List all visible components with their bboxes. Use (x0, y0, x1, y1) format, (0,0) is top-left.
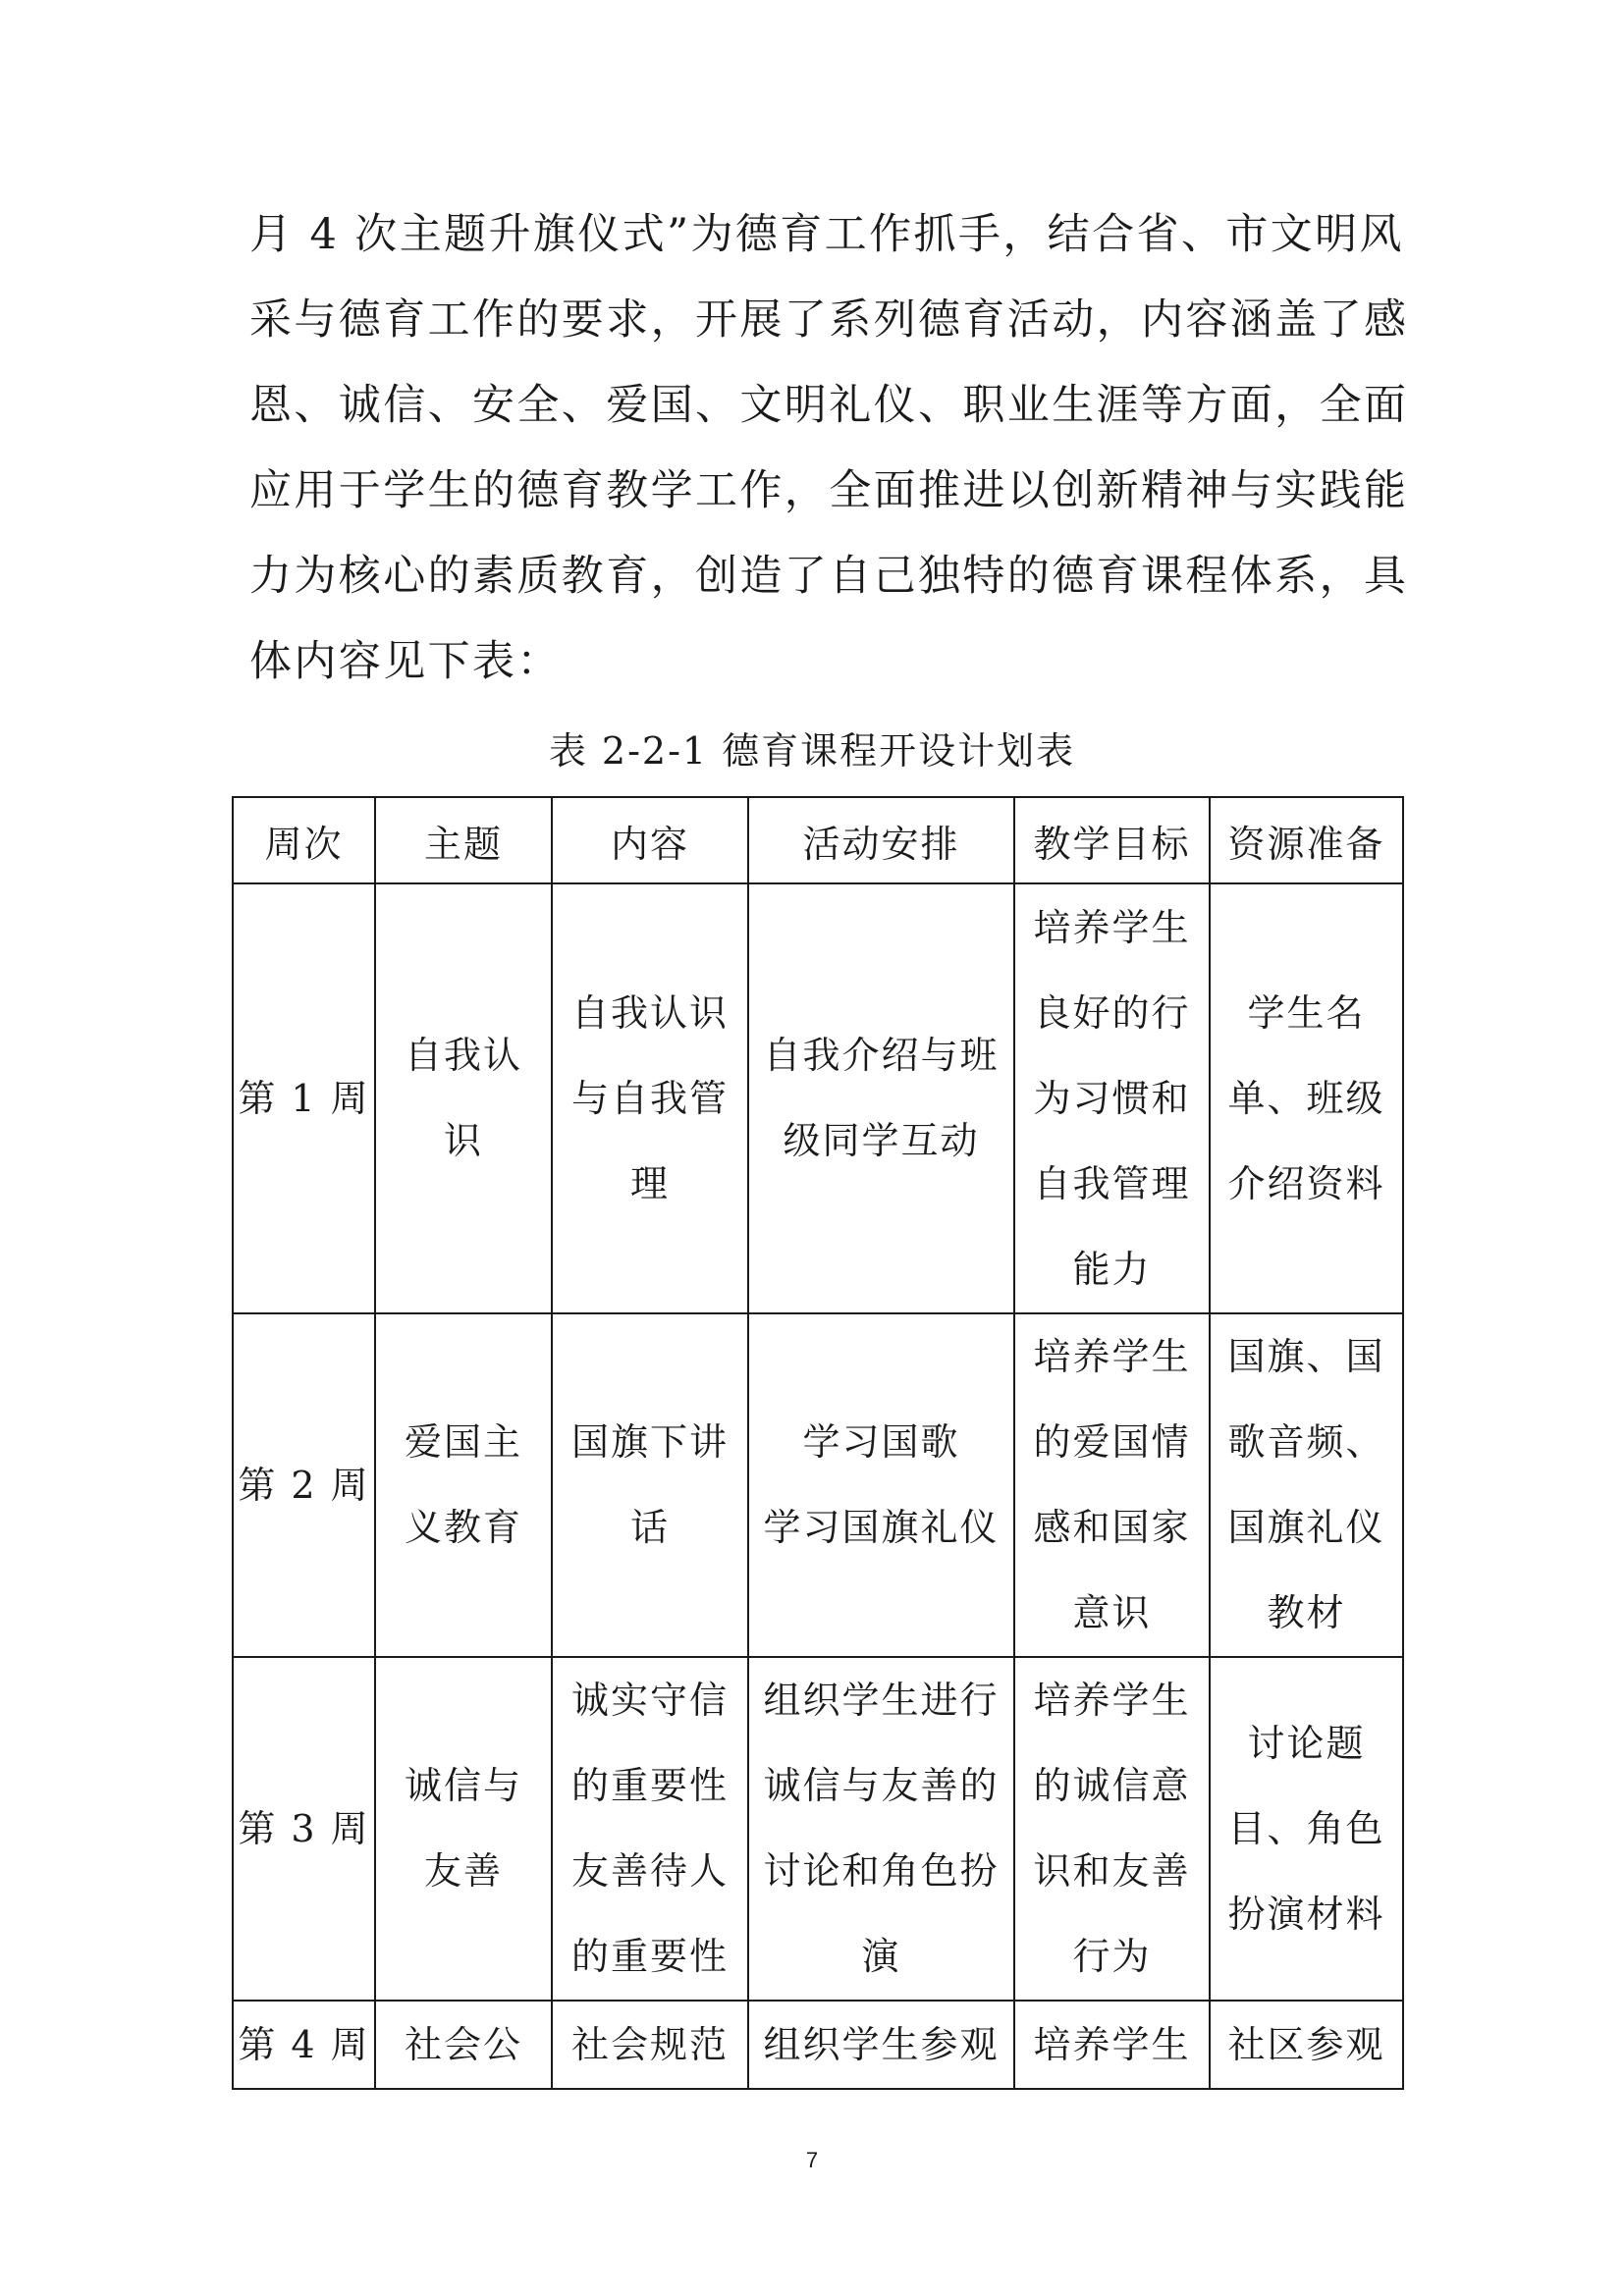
course-plan-table (232, 796, 1404, 2090)
cell-text-line: 爱国主 (404, 1420, 522, 1464)
content-cell (552, 1313, 748, 1657)
cell-text-line: 义教育 (404, 1506, 522, 1549)
activity-cell (748, 1657, 1014, 2001)
theme-cell (375, 1657, 552, 2001)
cell-text-line: 讨论题 (1247, 1721, 1366, 1765)
cell-text-line: 友善待人 (570, 1849, 729, 1893)
cell-text-line: 诚信与友善的 (763, 1764, 1000, 1807)
cell-text-line: 培养学生 (1033, 1679, 1191, 1722)
theme-cell (375, 883, 552, 1313)
table-header-row (233, 797, 1403, 883)
cell-text-line: 目、角色 (1227, 1806, 1385, 1850)
cell-text-line: 与自我管 (570, 1076, 729, 1120)
cell-text-line: 组织学生参观 (763, 2022, 1000, 2066)
goal-cell (1014, 883, 1210, 1313)
cell-text-line: 良好的行 (1033, 990, 1191, 1035)
cell-text-line: 友善 (423, 1849, 503, 1893)
cell-text-line: 学生名 (1247, 990, 1366, 1035)
cell-text-line: 扮演材料 (1227, 1892, 1385, 1936)
content-cell (552, 883, 748, 1313)
theme-cell (375, 2001, 552, 2089)
page-number: 7 (805, 2148, 819, 2172)
cell-text-line: 组织学生进行 (763, 1679, 1000, 1722)
paragraph-line: 力为核心的素质教育，创造了自己独特的德育课程体系，具 (249, 552, 1409, 601)
cell-text-line: 的诚信意 (1033, 1764, 1191, 1807)
table-row (233, 1657, 1403, 2001)
column-header: 活动安排 (748, 797, 1014, 883)
paragraph-line: 月 4 次主题升旗仪式”为德育工作抓手，结合省、市文明风 (249, 210, 1404, 259)
table-row (233, 2001, 1403, 2089)
goal-cell (1014, 1657, 1210, 2001)
content-cell (552, 2001, 748, 2089)
resource-cell (1210, 2001, 1403, 2089)
resource-cell (1210, 1657, 1403, 2001)
cell-text-line: 单、班级 (1227, 1076, 1385, 1120)
cell-text-line: 讨论和角色扮 (763, 1849, 1000, 1893)
cell-text-line: 介绍资料 (1227, 1161, 1385, 1205)
cell-text-line: 培养学生 (1033, 2022, 1191, 2066)
cell-text-line: 学习国歌 (802, 1420, 960, 1464)
cell-text-line: 社区参观 (1227, 2022, 1385, 2066)
cell-text-line: 意识 (1072, 1591, 1152, 1634)
cell-text-line: 歌音频、 (1227, 1420, 1385, 1464)
cell-text-line: 识 (443, 1119, 483, 1162)
activity-cell (748, 1313, 1014, 1657)
cell-text-line: 感和国家 (1033, 1506, 1191, 1549)
cell-text-line: 第 4 周 (238, 2022, 370, 2066)
cell-text-line: 国旗、国 (1227, 1335, 1385, 1378)
cell-text-line: 教材 (1267, 1591, 1346, 1634)
paragraph-line: 采与德育工作的要求，开展了系列德育活动，内容涵盖了感 (249, 295, 1409, 345)
table-row (233, 883, 1403, 1313)
table-body (233, 883, 1403, 2089)
content-cell (552, 1657, 748, 2001)
column-header: 教学目标 (1014, 797, 1210, 883)
resource-cell (1210, 1313, 1403, 1657)
resource-cell (1210, 883, 1403, 1313)
cell-text-line: 诚信与 (404, 1764, 522, 1807)
cell-text-line: 培养学生 (1033, 905, 1191, 949)
paragraph-line: 应用于学生的德育教学工作，全面推进以创新精神与实践能 (249, 466, 1409, 515)
cell-text-line: 国旗礼仪 (1227, 1506, 1385, 1549)
cell-text-line: 为习惯和 (1033, 1076, 1191, 1120)
week-cell (233, 2001, 375, 2089)
cell-text-line: 国旗下讲 (570, 1420, 729, 1464)
week-cell (233, 1313, 375, 1657)
cell-text-line: 诚实守信 (570, 1679, 729, 1722)
column-header: 主题 (375, 797, 552, 883)
cell-text-line: 学习国旗礼仪 (763, 1506, 1000, 1549)
cell-text-line: 第 3 周 (238, 1806, 370, 1850)
cell-text-line: 级同学互动 (783, 1119, 980, 1162)
goal-cell (1014, 1313, 1210, 1657)
cell-text-line: 社会公 (404, 2022, 522, 2066)
week-cell (233, 1657, 375, 2001)
goal-cell (1014, 2001, 1210, 2089)
cell-text-line: 的重要性 (570, 1935, 729, 1978)
body-paragraph (249, 192, 1409, 705)
table-row (233, 1313, 1403, 1657)
paragraph-line: 恩、诚信、安全、爱国、文明礼仪、职业生涯等方面，全面 (249, 381, 1409, 430)
table-caption: 表 2-2-1 德育课程开设计划表 (548, 729, 1076, 773)
cell-text-line: 自我管理 (1033, 1161, 1191, 1205)
cell-text-line: 识和友善 (1033, 1849, 1191, 1893)
activity-cell (748, 883, 1014, 1313)
cell-text-line: 自我介绍与班 (763, 1034, 1000, 1077)
column-header: 周次 (233, 797, 375, 883)
cell-text-line: 第 1 周 (238, 1076, 370, 1120)
cell-text-line: 的爱国情 (1033, 1420, 1191, 1464)
cell-text-line: 培养学生 (1033, 1335, 1191, 1378)
cell-text-line: 自我认识 (570, 990, 729, 1035)
column-header: 资源准备 (1210, 797, 1403, 883)
cell-text-line: 自我认 (404, 1034, 522, 1077)
week-cell (233, 883, 375, 1313)
cell-text-line: 演 (861, 1935, 901, 1978)
cell-text-line: 第 2 周 (238, 1463, 370, 1507)
cell-text-line: 的重要性 (570, 1764, 729, 1807)
cell-text-line: 理 (629, 1161, 670, 1205)
activity-cell (748, 2001, 1014, 2089)
paragraph-line: 体内容见下表： (249, 637, 562, 686)
cell-text-line: 行为 (1072, 1935, 1152, 1978)
cell-text-line: 社会规范 (570, 2022, 729, 2066)
theme-cell (375, 1313, 552, 1657)
cell-text-line: 话 (629, 1506, 670, 1549)
column-header: 内容 (552, 797, 748, 883)
cell-text-line: 能力 (1072, 1247, 1152, 1291)
